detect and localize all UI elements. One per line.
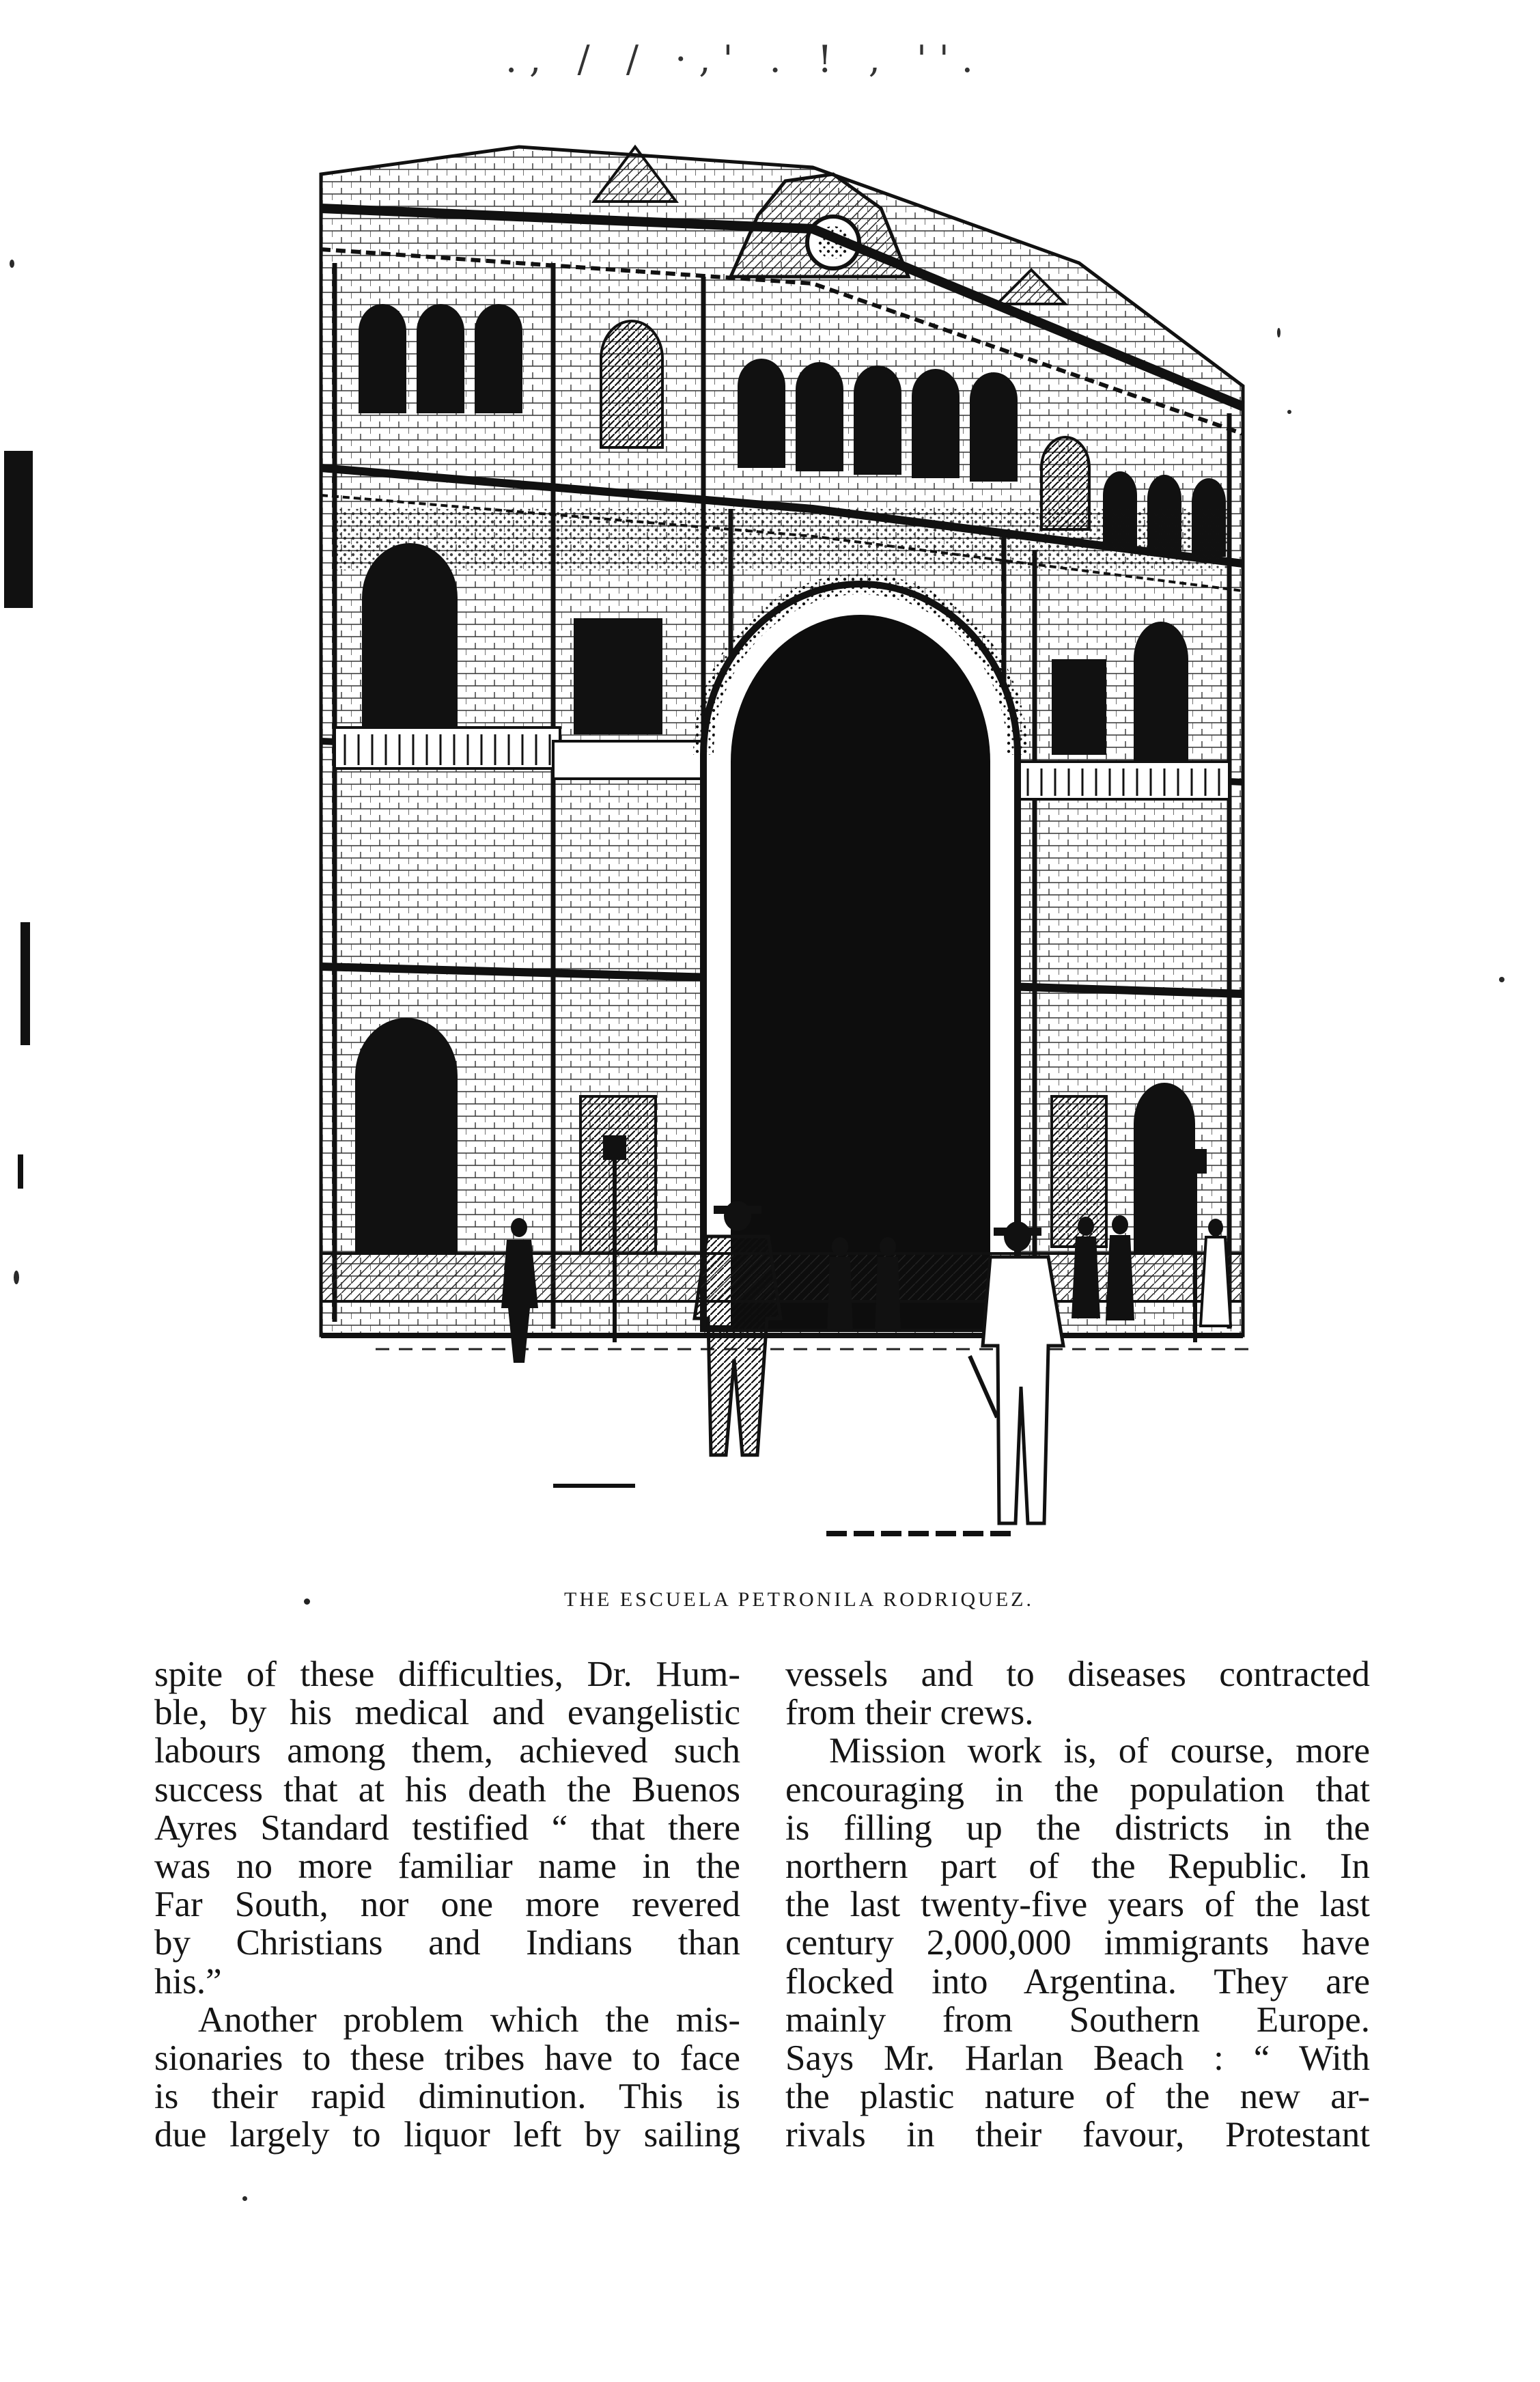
text-line: from their crews. — [785, 1693, 1034, 1733]
scan-speck — [10, 260, 14, 268]
scan-artifact — [20, 922, 30, 1045]
text-line: Says Mr. Harlan Beach : “ With — [785, 2038, 1370, 2078]
text-line: Ayres Standard testified “ that there — [154, 1808, 740, 1848]
text-line: mainly from Southern Europe. — [785, 1999, 1370, 2040]
text-line: labours among them, achieved such — [154, 1731, 740, 1771]
text-line: due largely to liquor left by sailing — [154, 2115, 740, 2155]
building-engraving — [294, 126, 1304, 1575]
left-text-column — [154, 1655, 740, 2154]
text-line: vessels and to diseases contracted — [785, 1654, 1370, 1694]
text-line: by Christians and Indians than — [154, 1923, 740, 1963]
text-line: was no more familiar name in the — [154, 1846, 740, 1886]
scan-speck — [14, 1271, 19, 1284]
text-line: sionaries to these tribes have to face — [154, 2038, 740, 2078]
text-line: spite of these difficulties, Dr. Hum- — [154, 1654, 740, 1694]
text-line: Another problem which the mis- — [198, 1999, 740, 2040]
text-line: Far South, nor one more revered — [154, 1885, 740, 1925]
scan-speck — [1499, 977, 1504, 982]
text-line: success that at his death the Buenos — [154, 1769, 740, 1810]
text-line: ble, by his medical and evangelistic — [154, 1693, 740, 1733]
text-line: encouraging in the population that — [785, 1769, 1370, 1810]
text-line: is filling up the districts in the — [785, 1808, 1370, 1848]
scan-artifact — [18, 1154, 23, 1189]
scan-speck — [242, 2196, 247, 2201]
text-line: his.” — [154, 1961, 222, 2002]
scan-artifact — [4, 451, 33, 608]
building-illustration — [294, 126, 1304, 1575]
text-line: the plastic nature of the new ar- — [785, 2077, 1370, 2117]
top-edge-marks: ., / / ·,' . ! , ''. — [505, 38, 985, 81]
right-text-column — [785, 1655, 1370, 2154]
text-line: flocked into Argentina. They are — [785, 1961, 1370, 2002]
figure-caption: THE ESCUELA PETRONILA RODRIQUEZ. — [564, 1588, 1034, 1611]
text-line: the last twenty-five years of the last — [785, 1885, 1370, 1925]
text-line: rivals in their favour, Protestant — [785, 2115, 1370, 2155]
text-line: century 2,000,000 immigrants have — [785, 1923, 1370, 1963]
text-line: is their rapid diminution. This is — [154, 2077, 740, 2117]
text-line: Mission work is, of course, more — [829, 1731, 1370, 1771]
text-line: northern part of the Republic. In — [785, 1846, 1370, 1886]
